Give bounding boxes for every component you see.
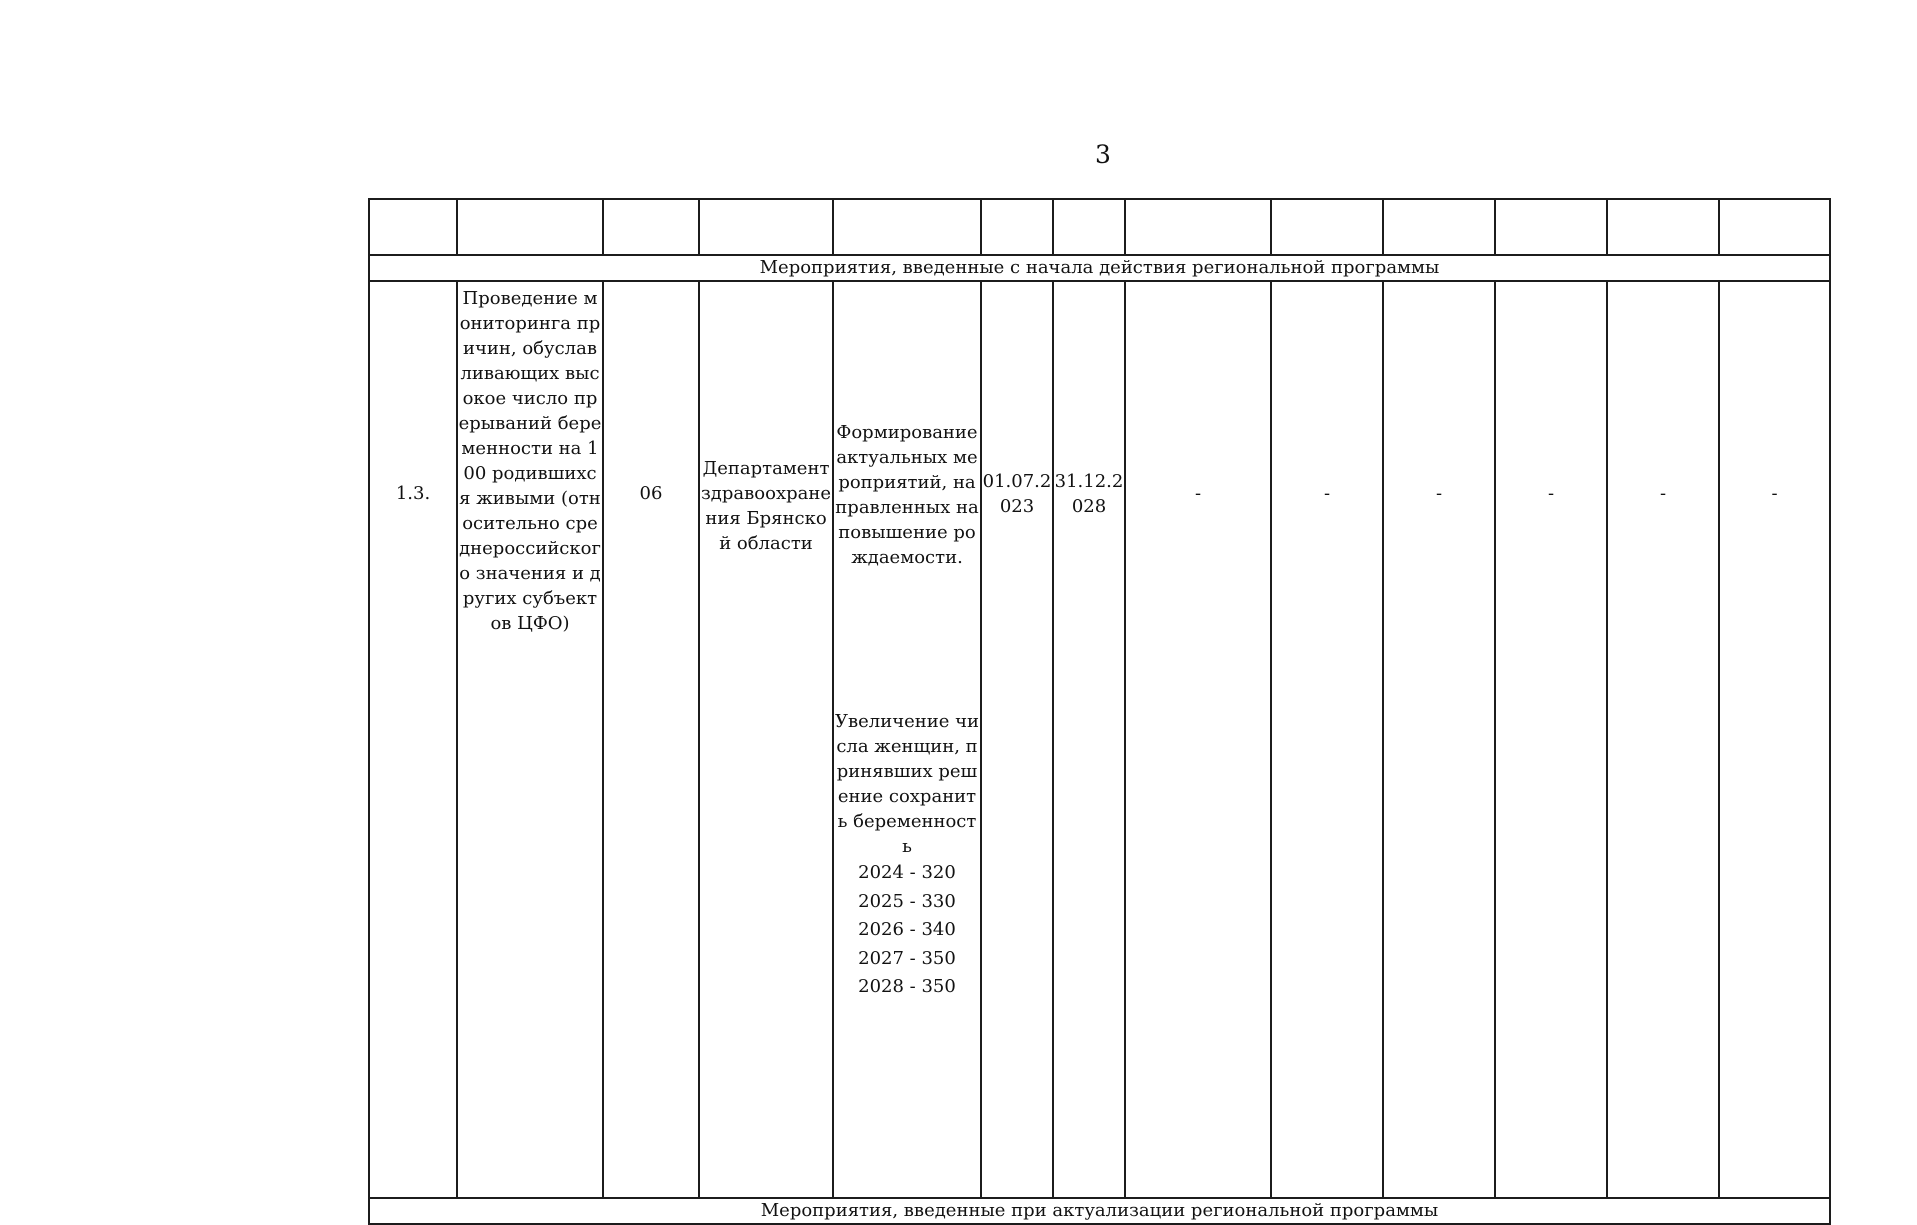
result-text-1: Формирование актуальных мероприятий, направленных на повышение рождаемости. (835, 422, 979, 568)
header-row (369, 199, 1830, 255)
result-year: 2024 - 320 (858, 862, 956, 883)
start-date: 01.07.2023 (981, 281, 1053, 1198)
value-cell: - (1495, 281, 1607, 1198)
row-number: 1.3. (369, 281, 457, 1198)
header-cell (1271, 199, 1383, 255)
expected-result (833, 281, 981, 1198)
result-year: 2027 - 350 (858, 947, 956, 969)
header-cell (1719, 199, 1830, 255)
end-date: 31.12.2028 (1053, 281, 1125, 1198)
measures-table (368, 198, 1831, 1225)
header-cell (1053, 199, 1125, 255)
page-number: 3 (1095, 140, 1111, 169)
header-cell (457, 199, 603, 255)
result-year: 2025 - 330 (858, 890, 956, 912)
value-cell: - (1271, 281, 1383, 1198)
result-text-2: Увеличение числа женщин, принявших решение сохранить беременность (834, 711, 980, 857)
header-cell (1383, 199, 1495, 255)
result-year: 2026 - 340 (858, 919, 956, 940)
section-row-update (369, 1198, 1830, 1224)
measures-table-sheet (368, 198, 1829, 1221)
header-cell (1607, 199, 1719, 255)
section-row-start (369, 255, 1830, 281)
value-cell: - (1125, 281, 1271, 1198)
value-cell: - (1607, 281, 1719, 1198)
value-cell: - (1383, 281, 1495, 1198)
result-year: 2028 - 350 (858, 976, 956, 997)
header-cell (1495, 199, 1607, 255)
header-cell (833, 199, 981, 255)
header-cell (699, 199, 833, 255)
header-cell (369, 199, 457, 255)
result-block-2 (834, 709, 980, 1002)
value-cell: - (1719, 281, 1830, 1198)
header-cell (603, 199, 699, 255)
executor: Департамент здравоохранения Брянской области (699, 281, 833, 1198)
section-title-start: Мероприятия, введенные с начала действия региональной программы (369, 255, 1830, 281)
header-cell (981, 199, 1053, 255)
measure-code: 06 (603, 281, 699, 1198)
section-title-update: Мероприятия, введенные при актуализации региональной программы (369, 1198, 1830, 1224)
measure-name: Проведение мониторинга причин, обуславливающих высокое число прерываний беременности на 100 родившихся живыми (относительно среднероссийского значения и других субъектов ЦФО) (457, 281, 603, 1198)
table-row (369, 281, 1830, 1198)
header-cell (1125, 199, 1271, 255)
